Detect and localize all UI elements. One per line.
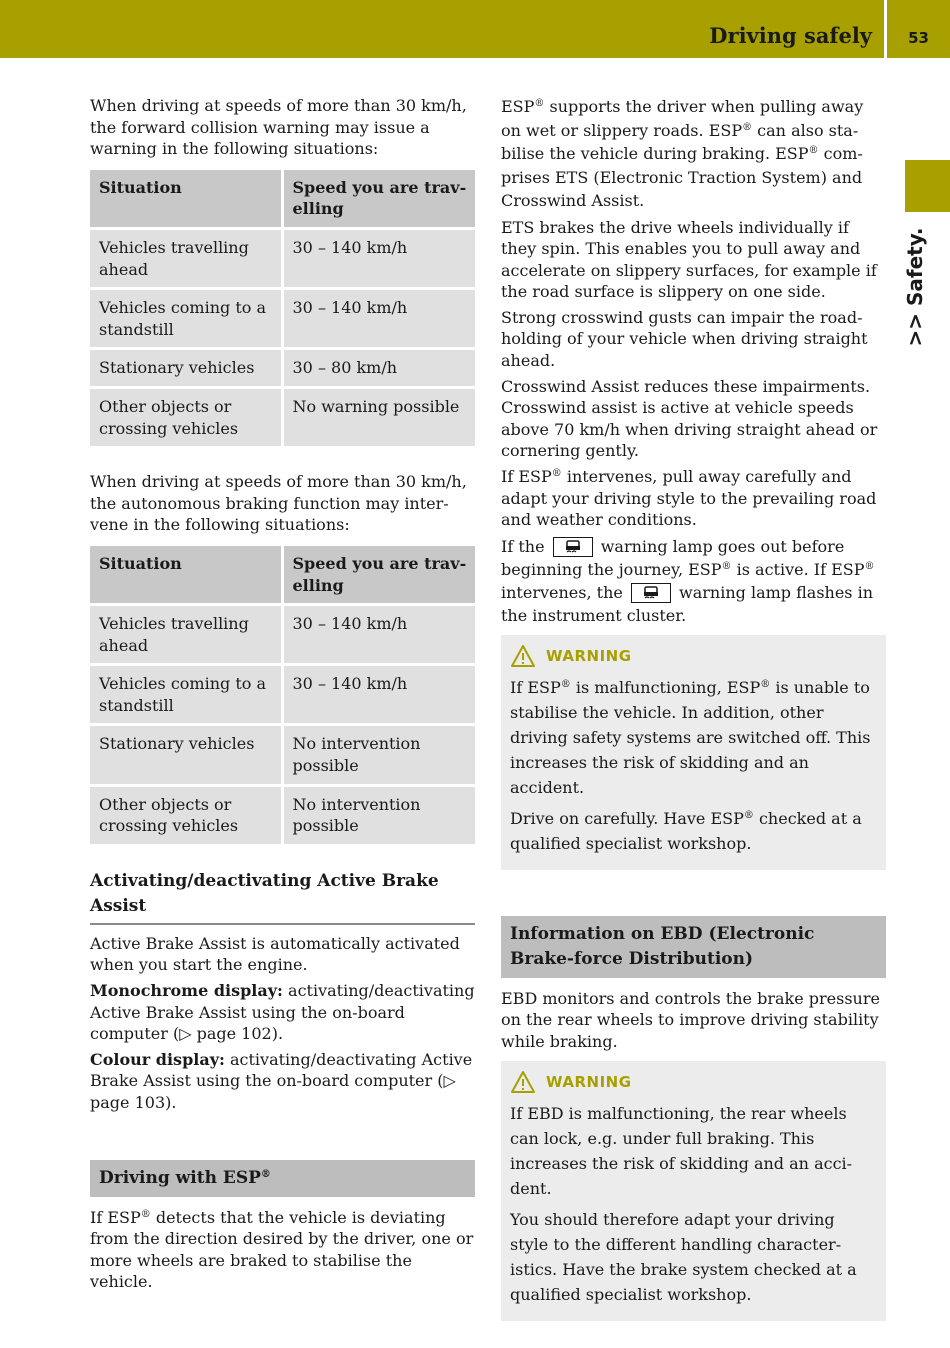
registered-mark: ®	[721, 560, 732, 572]
paragraph-colour-display	[90, 1049, 475, 1114]
table-row	[90, 349, 475, 388]
table-cell: Vehicles travelling ahead	[90, 228, 282, 288]
table-cell: No warning possible	[282, 387, 475, 447]
table-header-cell: Situation	[90, 170, 282, 229]
warning-box-esp	[501, 635, 886, 870]
monochrome-text[interactable]: activating/deactivating Active Brake Assist using the on-board computer (▷ page 102).	[90, 981, 475, 1044]
text-run: is unable to stabilise the vehicle. In addition, other driving safety systems are switched off. This increases the risk of skidding and an accident.	[510, 677, 871, 797]
registered-mark: ®	[808, 145, 819, 156]
paragraph-esp-intervenes	[501, 466, 886, 531]
table-header-cell: Speed you are travelling	[282, 170, 475, 229]
text-run: can also stabilise the vehicle during braking. ESP	[501, 120, 859, 163]
warning-title: WARNING	[546, 646, 632, 665]
registered-mark: ®	[742, 121, 753, 133]
warning-paragraph	[510, 675, 877, 800]
paragraph-esp-supports	[501, 95, 886, 213]
registered-mark: ®	[743, 809, 754, 821]
text-run: If ESP	[90, 1207, 141, 1227]
warning-situations-table	[90, 170, 475, 449]
registered-mark: ®	[760, 678, 771, 690]
registered-mark: ®	[560, 678, 571, 690]
colour-label: Colour display:	[90, 1049, 225, 1069]
text-run: is malfunctioning, ESP	[570, 677, 761, 697]
table-cell: No intervention possible	[282, 725, 475, 785]
table-row	[90, 387, 475, 447]
warning-box-ebd	[501, 1061, 886, 1321]
table-header-row	[90, 546, 475, 605]
paragraph-crosswind-gusts: Strong crosswind gusts can impair the road-holding of your vehicle when driving straight ahead.	[501, 307, 868, 371]
table-cell: Vehicles travelling ahead	[90, 605, 282, 665]
section-heading-ebd: Information on EBD (Electronic Brake-force Distribution)	[501, 916, 886, 978]
registered-mark: ®	[260, 1168, 271, 1180]
table-cell: 30 – 140 km/h	[282, 228, 475, 288]
paragraph-monochrome-display	[90, 980, 475, 1045]
table-row	[90, 725, 475, 785]
table-cell: 30 – 140 km/h	[282, 665, 475, 725]
table-cell: No intervention possible	[282, 785, 475, 845]
registered-mark: ®	[864, 560, 875, 572]
left-column	[90, 95, 475, 1297]
table-cell: Other objects or crossing vehicles	[90, 387, 282, 447]
text-run: If the	[501, 536, 550, 556]
registered-mark: ®	[551, 468, 562, 480]
text-run: intervenes, pull away carefully and adapt your driving style to the prevailing road and weather conditions.	[501, 467, 877, 530]
text-run: comprises ETS (Electronic Traction System) and Crosswind Assist.	[501, 144, 863, 210]
table-row	[90, 228, 475, 288]
table-cell: Stationary vehicles	[90, 725, 282, 785]
text-run: checked at a qualified specialist workshop.	[510, 808, 862, 853]
text-run: supports the driver when pulling away on wet or slippery roads. ESP	[501, 97, 864, 140]
paragraph-ebd: EBD monitors and controls the brake pressure on the rear wheels to improve driving stability while braking.	[501, 988, 880, 1051]
table-row	[90, 289, 475, 349]
paragraph-warning-lamp	[501, 535, 886, 627]
registered-mark: ®	[140, 1208, 151, 1220]
table-cell: Stationary vehicles	[90, 349, 282, 388]
text-run: If ESP	[510, 677, 561, 697]
side-tab-label: >> Safety.	[903, 227, 927, 347]
text-run: Drive on carefully. Have ESP	[510, 808, 744, 828]
warning-paragraph: If EBD is malfunctioning, the rear wheels can lock, e.g. under full braking. This increases the risk of skidding and an accident.	[510, 1103, 853, 1198]
warning-header	[510, 1067, 877, 1097]
table-header-cell: Speed you are travelling	[282, 546, 475, 605]
table-cell: Other objects or crossing vehicles	[90, 785, 282, 845]
colour-text[interactable]: activating/deactivating Active Brake Assist using the on-board computer (▷ page 103).	[90, 1049, 473, 1112]
side-tab[interactable]	[895, 222, 935, 352]
table-header-cell: Situation	[90, 546, 282, 605]
intro-paragraph-warning: When driving at speeds of more than 30 km/h, the forward collision warning may issue a warning in the following situations:	[90, 96, 467, 159]
header-bar	[0, 0, 950, 58]
warning-triangle-icon	[510, 644, 536, 668]
text-run: ESP	[501, 97, 535, 116]
paragraph-ets: ETS brakes the drive wheels individually if they spin. This enables you to pull away and accelerate on slippery surfaces, for example if the road surface is slippery on one side.	[501, 217, 877, 302]
table-header-row	[90, 170, 475, 229]
table-cell: 30 – 80 km/h	[282, 349, 475, 388]
paragraph-auto-activation: Active Brake Assist is automatically activated when you start the engine.	[90, 933, 460, 975]
table-row	[90, 785, 475, 845]
warning-triangle-icon	[510, 1070, 536, 1094]
text-run: is active. If ESP	[731, 559, 865, 579]
paragraph-crosswind-assist: Crosswind Assist reduces these impairments. Crosswind assist is active at vehicle speeds above 70 km/h when driving straight ahead or cornering gently.	[501, 376, 878, 461]
text-run: intervenes, the	[501, 582, 628, 602]
table-cell: 30 – 140 km/h	[282, 605, 475, 665]
table-row	[90, 665, 475, 725]
intro-paragraph-braking: When driving at speeds of more than 30 km/h, the autonomous braking function may intervene in the following situations:	[90, 472, 467, 535]
paragraph-esp-intro	[90, 1207, 475, 1293]
section-title: Driving safely	[709, 23, 872, 48]
esp-warning-lamp-icon	[631, 583, 671, 603]
warning-paragraph	[510, 806, 877, 856]
warning-header	[510, 641, 877, 671]
section-heading-esp	[90, 1160, 475, 1197]
esp-warning-lamp-icon	[553, 537, 593, 557]
text-run: warning lamp goes out before beginning the journey, ESP	[501, 536, 845, 579]
side-tab-marker	[905, 160, 950, 212]
warning-paragraph: You should therefore adapt your driving style to the different handling characteristics. Have the brake system checked at a qualified specialist workshop.	[510, 1209, 857, 1304]
page-number: 53	[908, 29, 929, 47]
text-run: detects that the vehicle is deviating from the direction desired by the driver, one or more wheels are braked to stabilise the vehicle.	[90, 1207, 474, 1292]
subheading-active-brake-assist: Activating/deactivating Active Brake Assist	[90, 869, 475, 925]
registered-mark: ®	[534, 98, 545, 109]
monochrome-label: Monochrome display:	[90, 981, 283, 1001]
table-cell: 30 – 140 km/h	[282, 289, 475, 349]
braking-situations-table	[90, 546, 475, 847]
text-run: warning lamp flashes in the instrument cluster.	[501, 582, 874, 625]
text-run: If ESP	[501, 467, 552, 487]
right-column	[501, 95, 886, 1321]
table-cell: Vehicles coming to a standstill	[90, 289, 282, 349]
section-heading-esp-text: Driving with ESP	[99, 1167, 261, 1188]
warning-title: WARNING	[546, 1072, 632, 1091]
table-row	[90, 605, 475, 665]
table-cell: Vehicles coming to a standstill	[90, 665, 282, 725]
